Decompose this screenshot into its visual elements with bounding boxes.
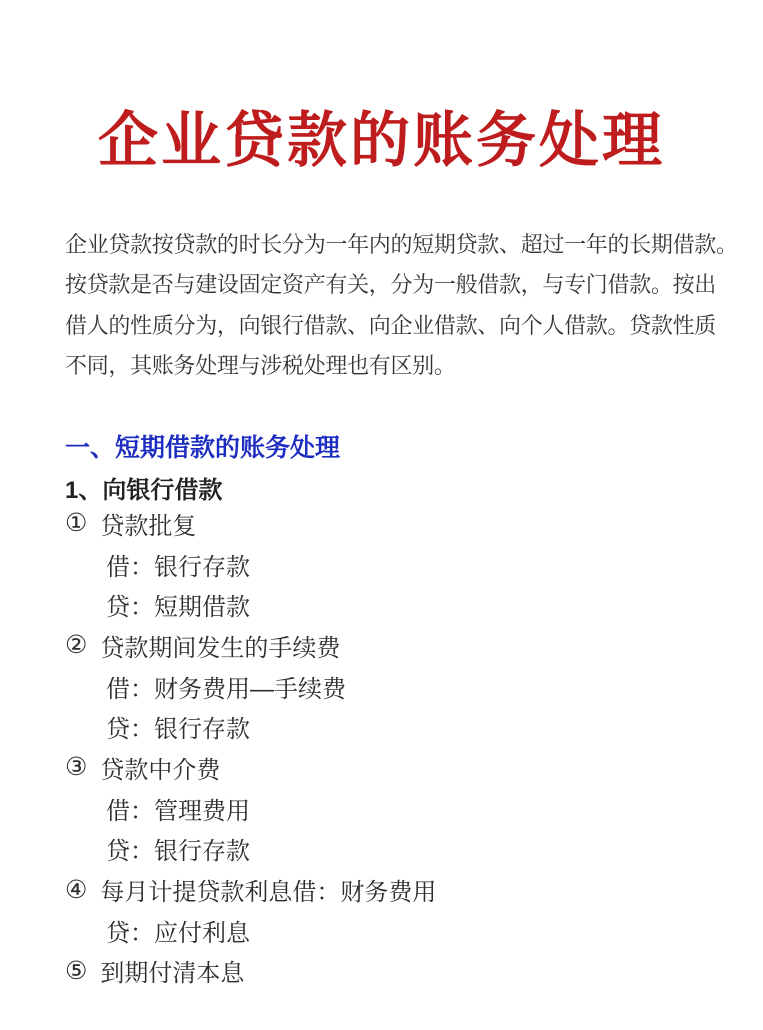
intro-line: 企业贷款按贷款的时长分为一年内的短期贷款、超过一年的长期借款。 (65, 231, 738, 257)
section-subheading: 1、向银行借款 (65, 477, 223, 504)
intro-paragraph (65, 223, 738, 385)
item-label: 贷款期间发生的手续费 (100, 634, 341, 662)
item-label: 贷款批复 (100, 512, 197, 540)
intro-line: 按贷款是否与建设固定资产有关，分为一般借款，与专门借款。按出 (65, 272, 717, 298)
list-item (65, 625, 720, 666)
item-label: 到期付清本息 (100, 960, 245, 988)
journal-entry-list (65, 503, 720, 991)
journal-entry-line: 贷：银行存款 (106, 838, 250, 866)
intro-line: 不同，其账务处理与涉税处理也有区别。 (65, 353, 456, 379)
intro-line: 借人的性质分为，向银行借款、向企业借款、向个人借款。贷款性质 (65, 312, 717, 338)
list-item (65, 747, 720, 788)
item-number: ② (65, 631, 88, 660)
page-title: 企业贷款的账务处理 (98, 107, 665, 174)
item-number: ① (65, 509, 88, 538)
journal-entry-line: 借：管理费用 (106, 797, 250, 825)
item-label: 每月计提贷款利息借：财务费用 (100, 879, 437, 907)
journal-entry-line: 贷：短期借款 (106, 594, 250, 622)
item-number: ④ (65, 875, 88, 904)
journal-entry-line: 贷：银行存款 (106, 716, 250, 744)
item-label: 贷款中介费 (100, 756, 221, 784)
journal-entry-line: 借：银行存款 (106, 553, 250, 581)
journal-entry-line: 借：财务费用—手续费 (106, 675, 346, 703)
list-item (65, 503, 720, 544)
item-number: ⑤ (65, 956, 88, 985)
journal-entry-line: 贷：应付利息 (106, 919, 250, 947)
item-number: ③ (65, 753, 88, 782)
list-item (65, 869, 720, 910)
list-item (65, 951, 720, 992)
section-heading: 一、短期借款的账务处理 (65, 434, 341, 462)
